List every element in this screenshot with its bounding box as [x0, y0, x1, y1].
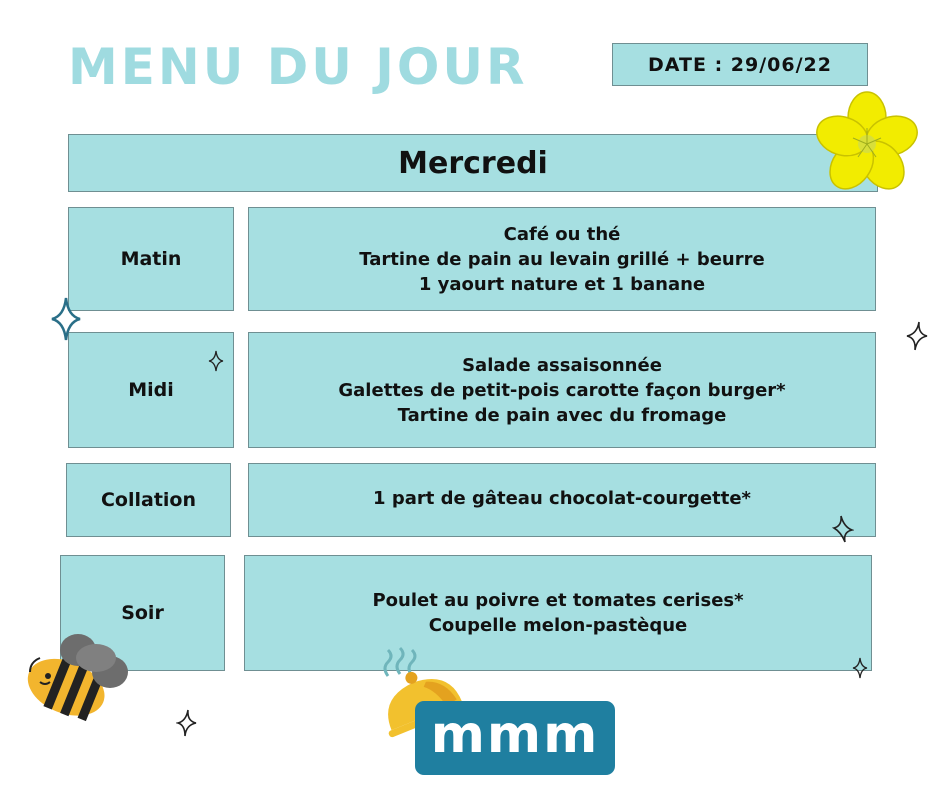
menu-item: Café ou thé: [503, 223, 621, 245]
day-header: [68, 134, 878, 192]
menu-item: 1 yaourt nature et 1 banane: [418, 273, 706, 295]
date-box: [612, 43, 868, 86]
menu-item: Galettes de petit-pois carotte façon burger*: [338, 379, 786, 401]
meal-label-text: Soir: [121, 602, 164, 624]
page-title: MENU DU JOUR: [68, 38, 528, 96]
menu-item: Salade assaisonnée: [462, 354, 662, 376]
meal-label-collation: [66, 463, 231, 537]
date-label: DATE : 29/06/22: [648, 53, 832, 76]
sparkle-icon: [905, 320, 929, 352]
meal-content-midi: [248, 332, 876, 448]
menu-item: Poulet au poivre et tomates cerises*: [372, 590, 744, 611]
sparkle-icon: [176, 708, 198, 738]
brand-logo: [415, 701, 615, 775]
sparkle-icon: [832, 514, 854, 544]
meal-label-text: Collation: [100, 489, 197, 511]
bee-icon: [18, 628, 130, 724]
menu-item: 1 part de gâteau chocolat-courgette*: [373, 488, 751, 509]
meal-label-matin: [68, 207, 234, 311]
menu-item: Coupelle melon-pastèque: [428, 615, 688, 636]
logo-text: mmm: [430, 705, 600, 765]
sparkle-icon: [50, 296, 82, 342]
day-label: Mercredi: [398, 145, 548, 181]
menu-item: Tartine de pain au levain grillé + beurre: [359, 248, 765, 270]
meal-label-text: Matin: [120, 248, 182, 270]
meal-content-soir: [244, 555, 872, 671]
sparkle-icon: [852, 657, 868, 679]
meal-label-text: Midi: [128, 379, 174, 401]
meal-content-matin: [248, 207, 876, 311]
menu-item: Tartine de pain avec du fromage: [397, 404, 727, 426]
flower-icon: [808, 88, 926, 206]
meal-content-collation: [248, 463, 876, 537]
sparkle-icon: [208, 350, 224, 372]
